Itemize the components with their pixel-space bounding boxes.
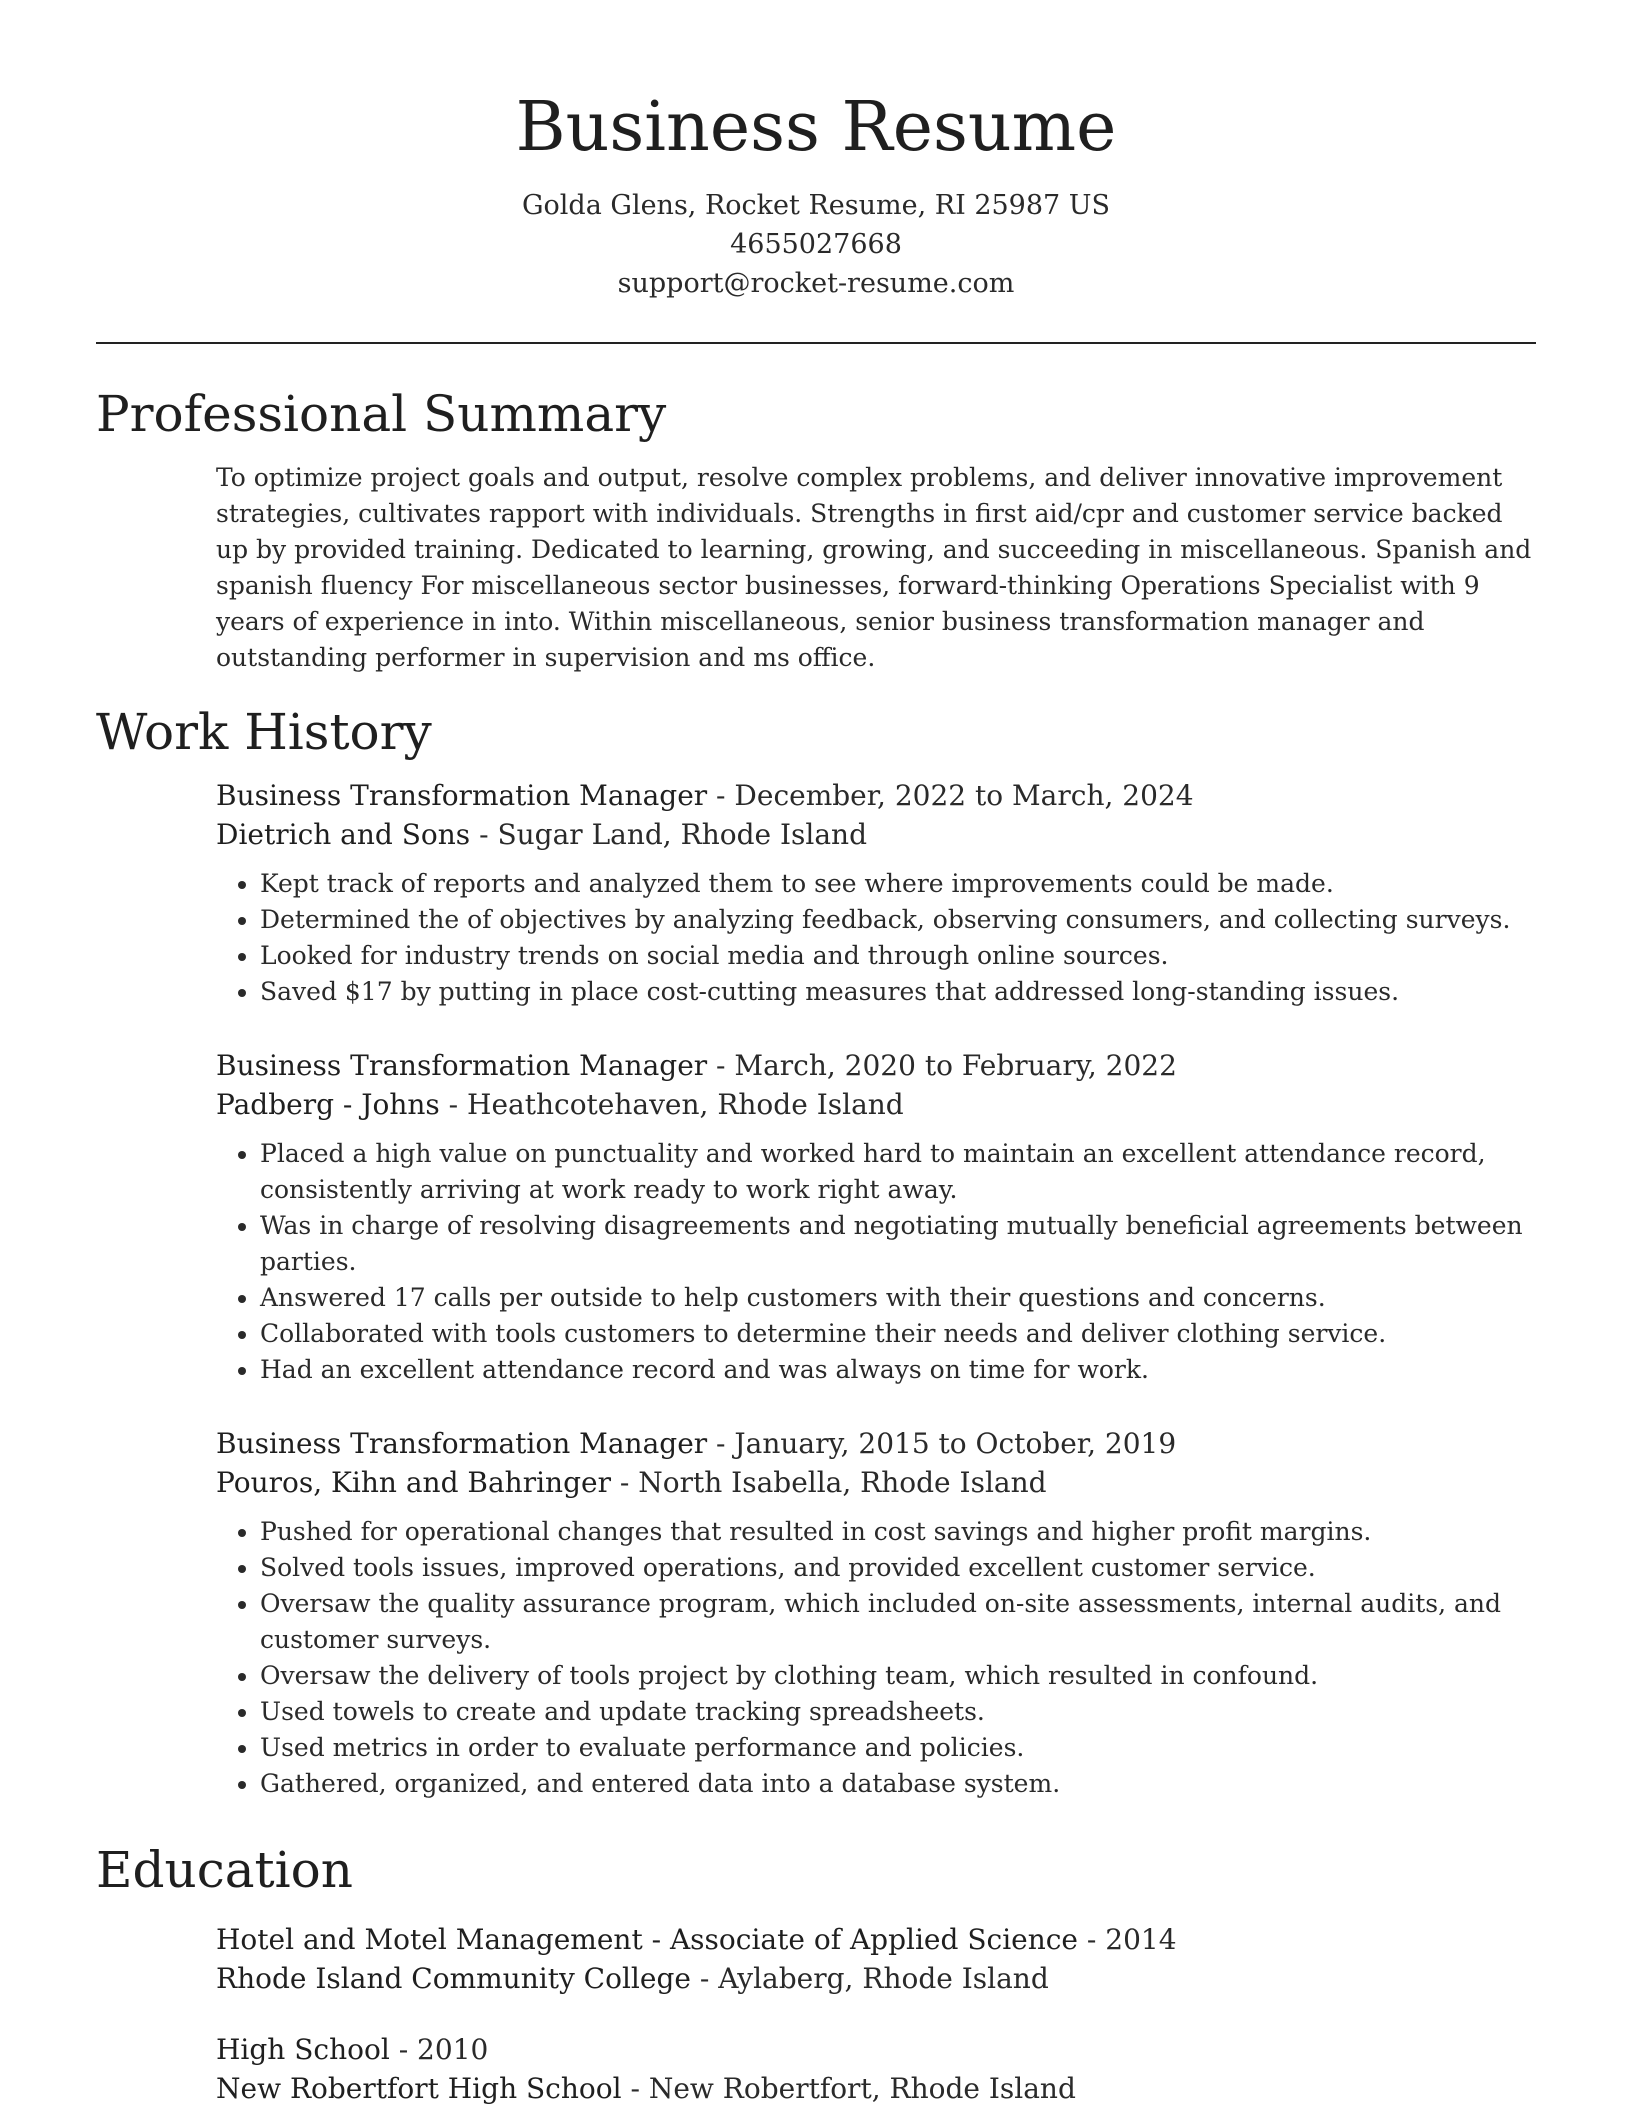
education-year: - 2014: [1078, 1923, 1177, 1956]
job-bullet: • Oversaw the delivery of tools project by clothing team, which resulted in confound.: [260, 1658, 1538, 1694]
education-program-line: [216, 1920, 1538, 1959]
job-bullet: • Used metrics in order to evaluate performance and policies.: [260, 1730, 1538, 1766]
job-dates: - December, 2022 to March, 2024: [707, 779, 1194, 812]
work-history-heading: Work History: [96, 703, 432, 761]
job-entry: [216, 1046, 1538, 1388]
job-company: Dietrich and Sons: [216, 818, 471, 851]
job-dates: - March, 2020 to February, 2022: [707, 1049, 1177, 1082]
contact-address: Golda Glens, Rocket Resume, RI 25987 US: [521, 190, 1111, 221]
education-entry: [216, 2030, 1538, 2108]
job-title-line: [216, 1046, 1538, 1085]
resume-title: Business Resume: [515, 88, 1117, 167]
job-location: - North Isabella, Rhode Island: [610, 1466, 1047, 1499]
job-bullet: • Collaborated with tools customers to determine their needs and deliver clothing service.: [260, 1316, 1538, 1352]
job-bullet: • Kept track of reports and analyzed them to see where improvements could be made.: [260, 866, 1538, 902]
job-title-line: [216, 776, 1538, 815]
job-bullet: • Determined the of objectives by analyzing feedback, observing consumers, and collecting surveys.: [260, 902, 1538, 938]
header-divider: [96, 342, 1536, 344]
job-company-line: [216, 1085, 1538, 1124]
job-title-line: [216, 1424, 1538, 1463]
job-location: - Heathcotehaven, Rhode Island: [439, 1088, 904, 1121]
job-title: Business Transformation Manager: [216, 1427, 708, 1460]
education-school-line: [216, 2069, 1538, 2108]
job-bullets: [216, 1514, 1538, 1802]
education-year: - 2010: [389, 2033, 489, 2066]
job-bullet: • Used towels to create and update tracking spreadsheets.: [260, 1694, 1538, 1730]
job-bullet: • Had an excellent attendance record and was always on time for work.: [260, 1352, 1538, 1388]
contact-phone: 4655027668: [730, 229, 902, 260]
job-bullet: • Oversaw the quality assurance program, which included on-site assessments, internal audits, and customer surveys.: [260, 1586, 1538, 1658]
education-program-line: [216, 2030, 1538, 2069]
contact-email: support@rocket-resume.com: [617, 268, 1015, 299]
summary-heading: Professional Summary: [96, 385, 667, 443]
job-bullet: • Solved tools issues, improved operations, and provided excellent customer service.: [260, 1550, 1538, 1586]
job-bullets: [216, 866, 1538, 1010]
education-heading: Education: [96, 1841, 353, 1899]
job-bullet: • Saved $17 by putting in place cost-cutting measures that addressed long-standing issues.: [260, 974, 1538, 1010]
education-school: Rhode Island Community College: [216, 1962, 691, 1995]
job-company: Padberg - Johns: [216, 1088, 440, 1121]
job-bullet: • Was in charge of resolving disagreements and negotiating mutually beneficial agreements between parties.: [260, 1208, 1538, 1280]
job-company-line: [216, 815, 1538, 854]
job-title: Business Transformation Manager: [216, 779, 708, 812]
job-bullets: [216, 1136, 1538, 1388]
education-program: Hotel and Motel Management - Associate of Applied Science: [216, 1923, 1078, 1956]
job-bullet: • Looked for industry trends on social media and through online sources.: [260, 938, 1538, 974]
job-entry: [216, 776, 1538, 1010]
job-title: Business Transformation Manager: [216, 1049, 708, 1082]
education-entry: [216, 1920, 1538, 1998]
education-school: New Robertfort High School: [216, 2072, 622, 2105]
job-dates: - January, 2015 to October, 2019: [707, 1427, 1177, 1460]
summary-section: [216, 460, 1538, 676]
education-location: - Aylaberg, Rhode Island: [690, 1962, 1049, 1995]
job-bullet: • Pushed for operational changes that resulted in cost savings and higher profit margins.: [260, 1514, 1538, 1550]
education-program: High School: [216, 2033, 390, 2066]
job-location: - Sugar Land, Rhode Island: [470, 818, 868, 851]
job-bullet: • Gathered, organized, and entered data into a database system.: [260, 1766, 1538, 1802]
summary-text: To optimize project goals and output, resolve complex problems, and deliver innovative improvement strategies, cultivates rapport with individuals. Strengths in first aid/cpr and customer service backed up by provided training. Dedicated to learning, growing, and succeeding in miscellaneous. Spanish and spanish fluency For miscellaneous sector businesses, forward-thinking Operations Specialist with 9 years of experience in into. Within miscellaneous, senior business transformation manager and outstanding performer in supervision and ms office.: [216, 463, 1532, 672]
job-company-line: [216, 1463, 1538, 1502]
education-school-line: [216, 1959, 1538, 1998]
job-company: Pouros, Kihn and Bahringer: [216, 1466, 611, 1499]
resume-header: [96, 84, 1536, 303]
job-bullet: • Answered 17 calls per outside to help customers with their questions and concerns.: [260, 1280, 1538, 1316]
education-location: - New Robertfort, Rhode Island: [621, 2072, 1076, 2105]
job-entry: [216, 1424, 1538, 1802]
job-bullet: • Placed a high value on punctuality and worked hard to maintain an excellent attendance record, consistently arriving at work ready to work right away.: [260, 1136, 1538, 1208]
